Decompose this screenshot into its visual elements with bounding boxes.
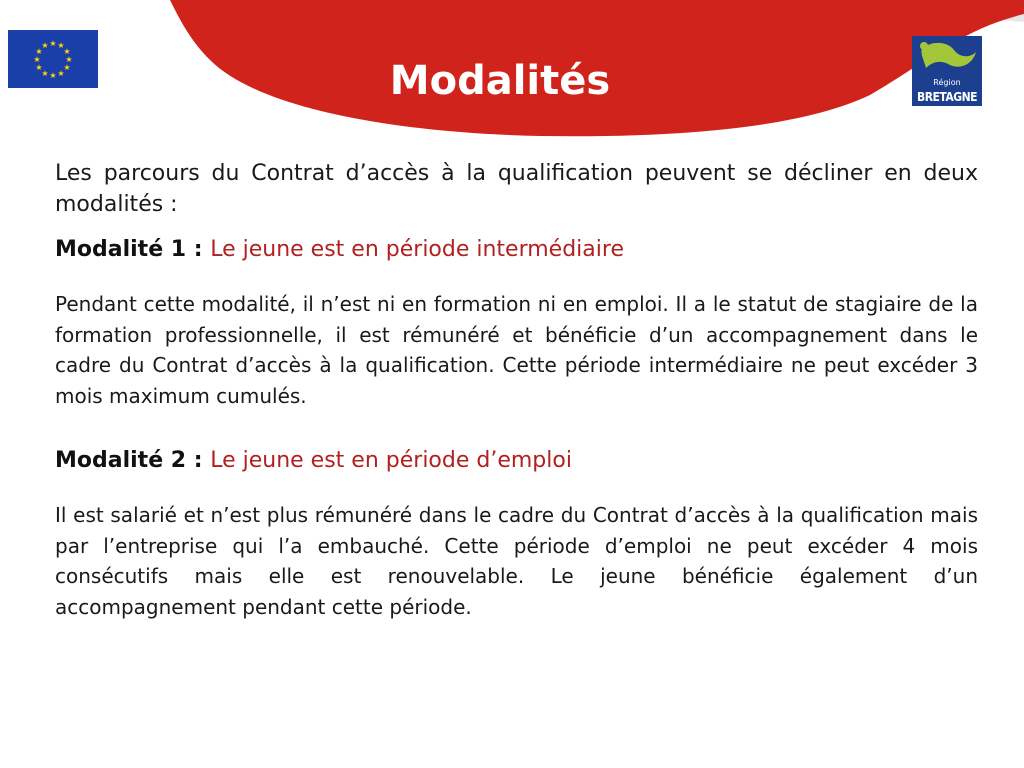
region-label: Région xyxy=(933,78,961,87)
svg-text:★: ★ xyxy=(41,41,49,50)
svg-text:★: ★ xyxy=(33,55,41,64)
svg-text:★: ★ xyxy=(35,47,43,56)
modality-1-label: Modalité 1 xyxy=(55,237,187,262)
svg-text:★: ★ xyxy=(49,71,57,80)
region-name: BRETAGNE xyxy=(917,90,977,104)
modality-2-label: Modalité 2 xyxy=(55,448,187,473)
modality-2-section xyxy=(55,445,978,622)
modality-2-separator: : xyxy=(186,448,211,473)
svg-text:★: ★ xyxy=(41,69,49,78)
modality-1-body: Pendant cette modalité, il n’est ni en formation ni en emploi. Il a le statut de stagiaire de la formation professionnelle, il est rémunéré et bénéficie d’un accompagnement dans le cadre du Contrat d’accès à la qualification. Cette période intermédiaire ne peut excéder 3 mois maximum cumulés. xyxy=(55,292,978,408)
region-bretagne-logo xyxy=(912,36,982,106)
svg-text:★: ★ xyxy=(35,63,43,72)
svg-text:★: ★ xyxy=(57,41,65,50)
svg-text:★: ★ xyxy=(63,47,71,56)
modality-1-heading xyxy=(55,234,978,265)
modality-2-heading xyxy=(55,445,978,476)
page-title: Modalités xyxy=(389,58,611,104)
intro-paragraph: Les parcours du Contrat d’accès à la qualification peuvent se décliner en deux modalités : xyxy=(55,161,978,217)
svg-text:★: ★ xyxy=(49,39,57,48)
svg-text:★: ★ xyxy=(57,69,65,78)
modality-1-section xyxy=(55,234,978,411)
modality-1-title: Le jeune est en période intermédiaire xyxy=(210,237,624,262)
svg-text:★: ★ xyxy=(63,63,71,72)
content-area xyxy=(55,158,978,656)
svg-text:★: ★ xyxy=(65,55,73,64)
modality-2-body: Il est salarié et n’est plus rémunéré dans le cadre du Contrat d’accès à la qualification mais par l’entreprise qui l’a embauché. Cette période d’emploi ne peut excéder 4 mois consécutifs mais elle est renouvelable. Le jeune bénéficie également d’un accompagnement pendant cette période. xyxy=(55,503,978,619)
modality-2-title: Le jeune est en période d’emploi xyxy=(210,448,572,473)
modality-1-separator: : xyxy=(186,237,211,262)
